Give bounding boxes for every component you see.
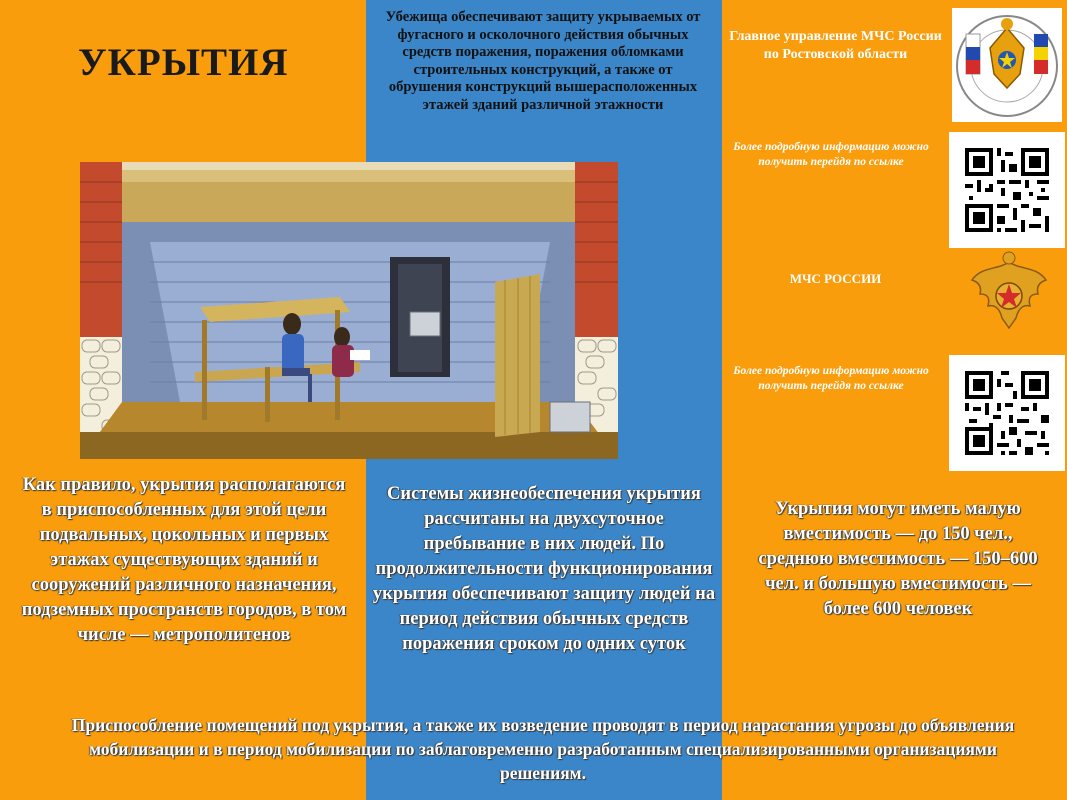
mchs-emblem-icon <box>952 8 1062 122</box>
info-text-1: Более подробную информацию можно получить перейдя по ссылке <box>733 141 929 168</box>
mchs-label: МЧС РОССИИ <box>789 271 882 286</box>
bottom-text: Приспособление помещений под укрытия, а также их возведение проводят в период нарастания угрозы до объявления мобилизации и в период мобилизации по заблаговременно разработанным специализированными организациями решениям. <box>71 715 1015 783</box>
info-text-2: Более подробную информацию можно получить перейдя по ссылке <box>733 365 929 392</box>
text-right: Укрытия могут иметь малую вместимость — до 150 чел., среднюю вместимость — 150–600 чел. и большую вместимость — более 600 человек <box>758 499 1038 619</box>
qr-code-icon[interactable] <box>949 355 1065 471</box>
mchs-eagle-icon <box>968 250 1050 340</box>
page-title: УКРЫТИЯ <box>78 41 289 84</box>
qr-code-icon[interactable] <box>949 132 1065 248</box>
top-note: Убежища обеспечивают защиту укрываемых от фугасного и осколочного действия обычных средств поражения, поражения обломками строительных конструкций, а также от обрушения конструкций вышерасположенных этажей зданий различной этажности <box>385 9 701 113</box>
text-middle: Системы жизнеобеспечения укрытия рассчитаны на двухсуточное пребывание в них людей. По продолжительности функционирования укрытия обеспечивают защиту людей на период действия обычных средств поражения сроком до одних суток <box>372 484 716 654</box>
org-label: Главное управление МЧС России по Ростовской области <box>729 29 942 62</box>
text-left: Как правило, укрытия располагаются в приспособленных для этой цели подвальных, цокольных и первых этажах существующих зданий и сооружений различного назначения, подземных пространств городов, в том числе — метрополитенов <box>21 475 347 645</box>
shelter-illustration <box>80 162 618 459</box>
